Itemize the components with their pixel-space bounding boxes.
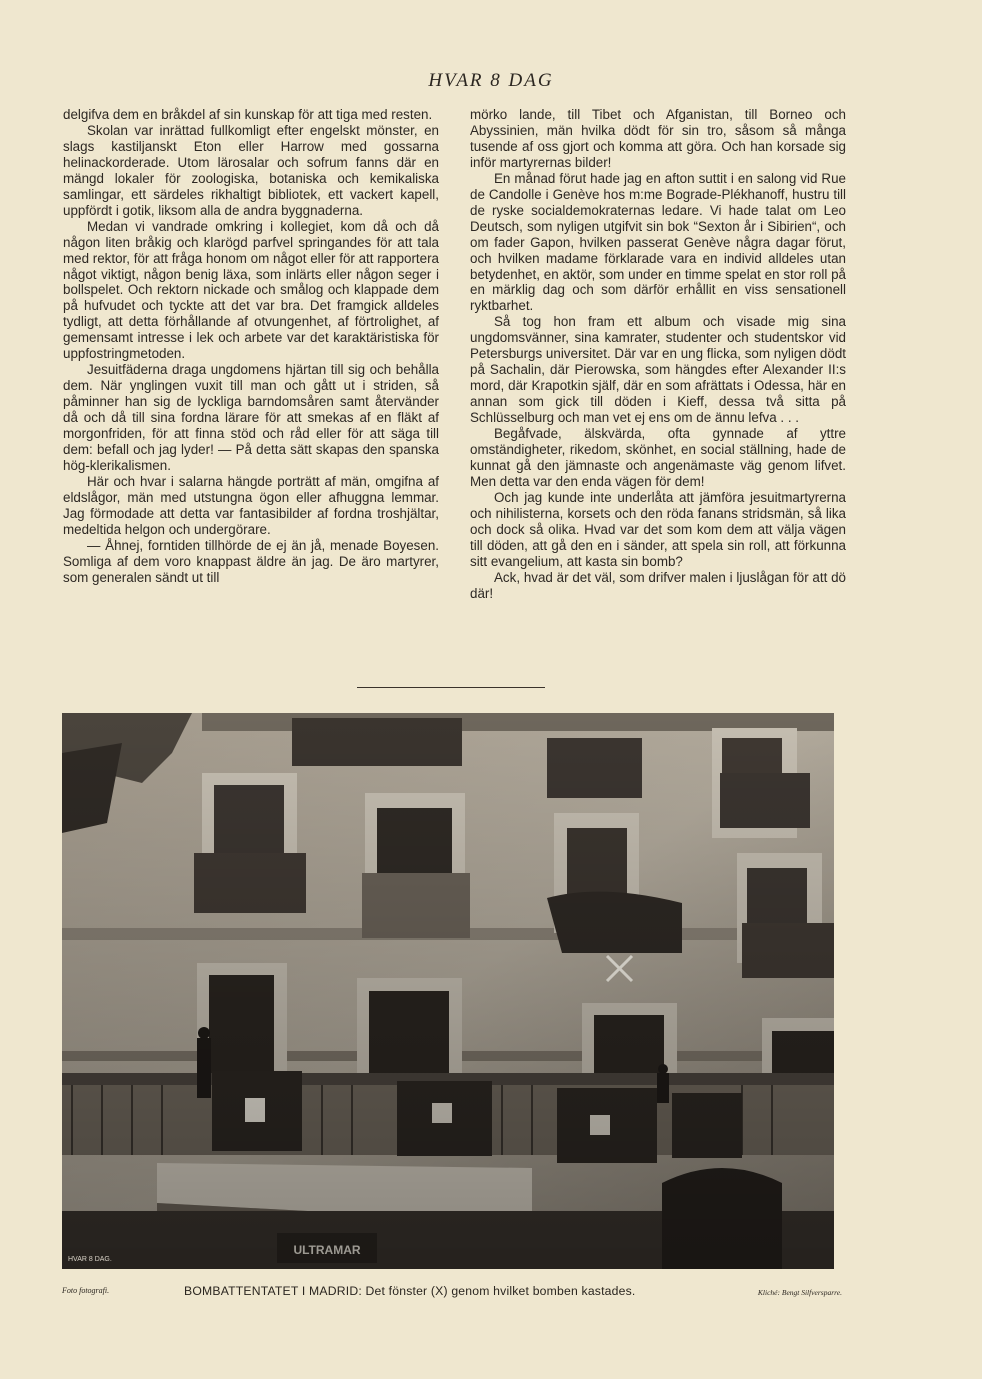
- photo-caption: BOMBATTENTATET I MADRID: Det fönster (X) genom hvilket bomben kastades.: [184, 1284, 636, 1298]
- paragraph: Skolan var inrättad fullkomligt efter engelskt mönster, en slags kastiljanskt Eton eller Harrow med gossarna helinackorderade. Utom lärosalar och sofrum fanns där en mängd lokaler för zoologiska, botaniska och kemikaliska samlingar, ett särdeles rikhaltigt bibliotek, ett vackert kapell, uppfördt i gotik, liksom alla de andra byggnaderna.: [63, 122, 439, 218]
- paragraph: Ack, hvad är det väl, som drifver malen i ljuslågan för att dö där!: [470, 569, 846, 601]
- paragraph: mörko lande, till Tibet och Afganistan, till Borneo och Abyssinien, män hvilka dödt för sin tro, såsom så många tusende af oss gjort och komma att göra. Och han korsade sig inför martyrernas bilder!: [470, 107, 846, 170]
- photo-watermark: HVAR 8 DAG.: [68, 1256, 112, 1263]
- engraving-credit: Kliché: Bengt Silfversparre.: [757, 1288, 842, 1297]
- paragraph: Så tog hon fram ett album och visade mig sina ungdomsvänner, sina kamrater, studenter och studentskor vid Petersburgs universitet. Där var en ung flicka, som nyligen dödt på Sachalin, där Pierowska, som hängdes efter Alexander II:s mord, där Krapotkin själf, där en som afrättats i Odessa, här en annan som gick till döden i Kieff, dessa två sitta på Schlüsselburg och man vet ej ens om de ännu lefva . . .: [470, 314, 846, 426]
- left-text-column: [63, 107, 439, 586]
- caption-row: [62, 1284, 842, 1304]
- right-text-column: [470, 107, 846, 602]
- section-divider: [357, 687, 545, 688]
- running-header: HVAR 8 DAG: [428, 70, 554, 91]
- paragraph: — Åhnej, forntiden tillhörde de ej än jå, menade Boyesen. Somliga af dem voro knappast äldre än jag. De äro martyrer, som generalen sändt ut till: [63, 537, 439, 585]
- paragraph: Begåfvade, älskvärda, ofta gynnade af yttre omständigheter, rikedom, skönhet, en social ställning, hade de kunnat gå den jämnaste och angenämaste väg genom lifvet. Men detta var den enda vägen för dem!: [470, 426, 846, 489]
- paragraph: Jesuitfäderna draga ungdomens hjärtan till sig och behålla dem. När ynglingen vuxit till man och gått ut i striden, så påminner han sig de lyckliga barndomsåren samt återvänder då och då till sina fordna lärare för att smekas af en fläkt af morgonfriden, för att finna stöd och råd eller för att säga till dem: befall och jag lyder! — På detta sätt skapas den spanska hög-klerikalismen.: [63, 362, 439, 473]
- paragraph: Här och hvar i salarna hängde porträtt af män, omgifna af eldslågor, män med utstungna ögon eller afhuggna lemmar. Jag förmodade att detta var fantasibilder af fordna troshjältar, medeltida helgon och undergörare.: [63, 473, 439, 537]
- building-photograph: [62, 713, 834, 1269]
- paragraph: delgifva dem en bråkdel af sin kunskap för att tiga med resten.: [63, 107, 433, 122]
- photo-credit: Foto fotografi.: [62, 1286, 110, 1295]
- paragraph: En månad förut hade jag en afton suttit i en salong vid Rue de Candolle i Genève hos m:me Bograde-Plékhanoff, hustru till de ryske socialdemokraternas ledare. Vi hade talat om Leo Deutsch, som nyligen utgifvit sin bok “Sexton år i Sibirien“, och om fader Gapon, hvilken passerat Genève några dagar förut, och hvilken madame förklarade vara en individ alldeles utan betydenhet, en aktör, som under en timme spelat en stor roll på en märklig dag och som därför erhållit en viss sensationell ryktbarhet.: [470, 170, 846, 314]
- paragraph: Medan vi vandrade omkring i kollegiet, kom då och då någon liten bråkig och klarögd parfvel springandes för att tala med rektor, för att fråga honom om något eller för att rapportera något viktigt, någon benig läxa, som inlärts eller någon seger i bollspelet. Och rektorn nickade och smålog och klappade dem på hufvudet och tyckte att det var bra. Det framgick alldeles tydligt, att detta förhållande af otvungenhet, af förtrolighet, af gemensamt intresse i lek och arbete var det karaktäristiska för uppfostringmetoden.: [63, 218, 439, 362]
- paragraph: Och jag kunde inte underlåta att jämföra jesuitmartyrerna och nihilisterna, korsets och den röda fanans stridsmän, så lika och dock så olika. Hvad var det som kom dem att välja vägen till döden, att gå den en i sänder, att spela sin roll, att förkunna sitt evangelium, att kasta sin bomb?: [470, 489, 846, 569]
